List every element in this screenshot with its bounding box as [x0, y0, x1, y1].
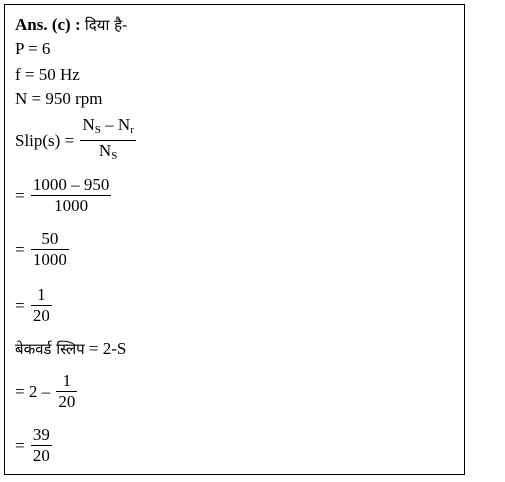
- given-poles: P = 6: [15, 39, 51, 58]
- numerator-minus: –: [100, 115, 118, 134]
- step-1-numerator: 1000 – 950: [32, 175, 110, 194]
- step-3: [15, 285, 52, 326]
- step-5-fraction: [31, 425, 52, 466]
- backward-slip-expr: = 2-S: [88, 339, 127, 358]
- step-2-equals: =: [15, 239, 25, 259]
- step-2-denominator: 1000: [32, 250, 67, 269]
- step-2-fraction: [31, 229, 69, 270]
- step-4-denominator: 20: [58, 392, 76, 411]
- numerator-nr-sub: r: [130, 124, 134, 136]
- step-3-fraction: [31, 285, 52, 326]
- step-3-equals: =: [15, 295, 25, 315]
- numerator-ns: N: [82, 115, 95, 134]
- answer-heading: [15, 15, 127, 35]
- step-4-prefix: = 2 –: [15, 381, 51, 401]
- step-3-denominator: 20: [32, 306, 50, 325]
- step-1-fraction: [31, 175, 112, 216]
- step-5-numerator: 39: [32, 425, 50, 444]
- slip-formula-lhs: Slip(s) =: [15, 130, 75, 150]
- slip-formula-numerator: [80, 115, 135, 141]
- step-5-equals: =: [15, 435, 25, 455]
- step-4: [15, 371, 77, 412]
- answer-box: [4, 4, 465, 475]
- step-4-numerator: 1: [56, 371, 77, 392]
- step-5-denominator: 20: [32, 446, 50, 465]
- slip-formula-fraction: [80, 115, 135, 166]
- step-1: [15, 175, 111, 216]
- step-1-equals: =: [15, 185, 25, 205]
- given-frequency: f = 50 Hz: [15, 65, 80, 84]
- backward-slip-line: [15, 339, 126, 359]
- step-5: [15, 425, 52, 466]
- answer-label: Ans. (c) :: [15, 15, 81, 34]
- slip-formula: [15, 115, 136, 166]
- backward-slip-label: बेकवर्ड स्लिप: [15, 340, 85, 358]
- step-3-numerator: 1: [31, 285, 52, 306]
- numerator-ns-sub: S: [94, 124, 101, 136]
- numerator-nr: N: [117, 115, 131, 134]
- step-4-fraction: [56, 371, 77, 412]
- step-1-denominator: 1000: [54, 196, 89, 215]
- answer-intro: दिया है-: [84, 16, 128, 34]
- denominator-ns: N: [98, 141, 112, 160]
- step-2-numerator: 50: [31, 229, 69, 250]
- denominator-ns-sub: S: [111, 150, 118, 162]
- step-2: [15, 229, 69, 270]
- given-speed: N = 950 rpm: [15, 89, 103, 108]
- slip-formula-denominator: [80, 141, 135, 166]
